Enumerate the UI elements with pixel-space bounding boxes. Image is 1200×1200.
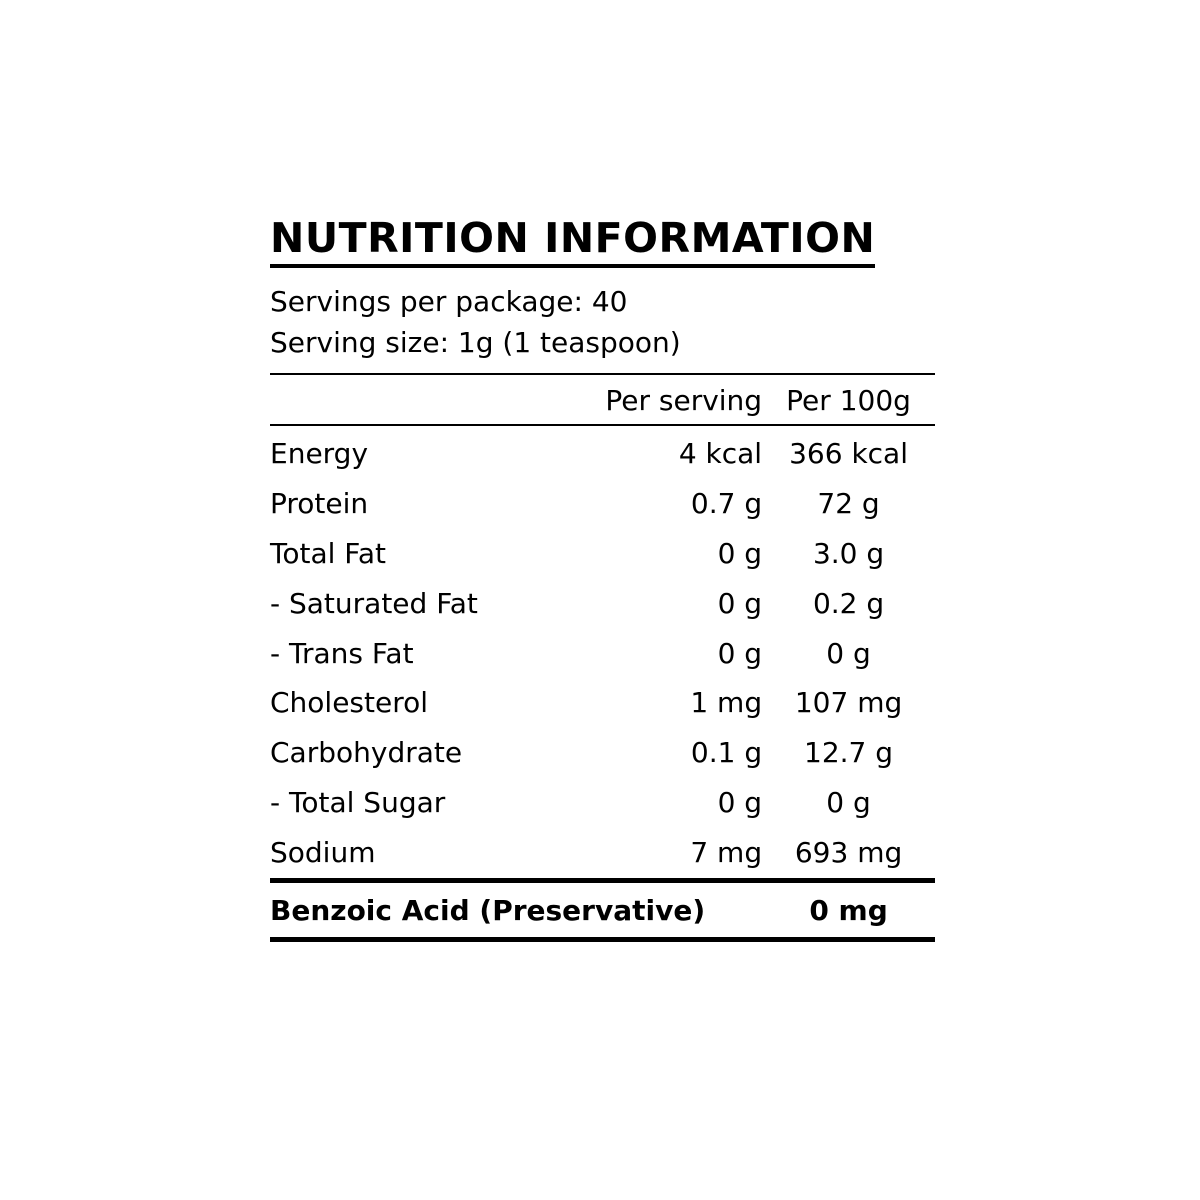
row-per-serving: 0 g	[717, 536, 763, 570]
row-label: - Saturated Fat	[270, 586, 478, 620]
column-header-per-serving: Per serving	[605, 384, 763, 418]
footer-value: 0 mg	[809, 893, 888, 927]
table-row	[270, 479, 935, 529]
table-row	[270, 579, 935, 629]
row-per-100g: 366 kcal	[789, 437, 908, 471]
row-per-serving: 0 g	[717, 785, 763, 819]
footer-label: Benzoic Acid (Preservative)	[270, 893, 706, 927]
row-label: Total Fat	[270, 536, 386, 570]
row-per-100g: 12.7 g	[804, 736, 894, 770]
table-row	[270, 425, 935, 479]
row-per-100g: 0 g	[826, 785, 871, 819]
servings-per-package: Servings per package: 40	[270, 285, 628, 319]
table-row	[270, 828, 935, 880]
row-per-serving: 0.7 g	[690, 487, 763, 521]
row-per-serving: 0 g	[717, 586, 763, 620]
table-header-row	[270, 374, 935, 425]
row-label: Sodium	[270, 835, 376, 869]
table-row	[270, 629, 935, 679]
row-per-serving: 4 kcal	[678, 437, 763, 471]
row-per-100g: 0.2 g	[812, 586, 885, 620]
row-per-serving: 7 mg	[690, 835, 763, 869]
row-label: Cholesterol	[270, 686, 429, 720]
row-per-serving: 0.1 g	[690, 736, 763, 770]
row-label: Protein	[270, 487, 369, 521]
column-header-nutrient	[270, 374, 583, 425]
row-per-100g: 693 mg	[794, 835, 903, 869]
page-title: NUTRITION INFORMATION	[270, 215, 875, 268]
column-header-per-100g: Per 100g	[786, 384, 911, 418]
row-per-serving: 1 mg	[690, 686, 763, 720]
table-footer-row	[270, 880, 935, 939]
row-label: - Total Sugar	[270, 785, 446, 819]
row-per-100g: 72 g	[817, 487, 880, 521]
table-row	[270, 678, 935, 728]
table-row	[270, 728, 935, 778]
nutrition-information-panel	[270, 215, 935, 942]
serving-size: Serving size: 1g (1 teaspoon)	[270, 325, 681, 359]
row-per-100g: 0 g	[826, 636, 871, 670]
row-per-100g: 3.0 g	[812, 536, 885, 570]
row-label: Energy	[270, 437, 369, 471]
row-label: - Trans Fat	[270, 636, 414, 670]
nutrition-table	[270, 373, 935, 941]
row-per-100g: 107 mg	[794, 686, 903, 720]
row-per-serving: 0 g	[717, 636, 763, 670]
table-row	[270, 778, 935, 828]
table-row	[270, 529, 935, 579]
row-label: Carbohydrate	[270, 736, 463, 770]
